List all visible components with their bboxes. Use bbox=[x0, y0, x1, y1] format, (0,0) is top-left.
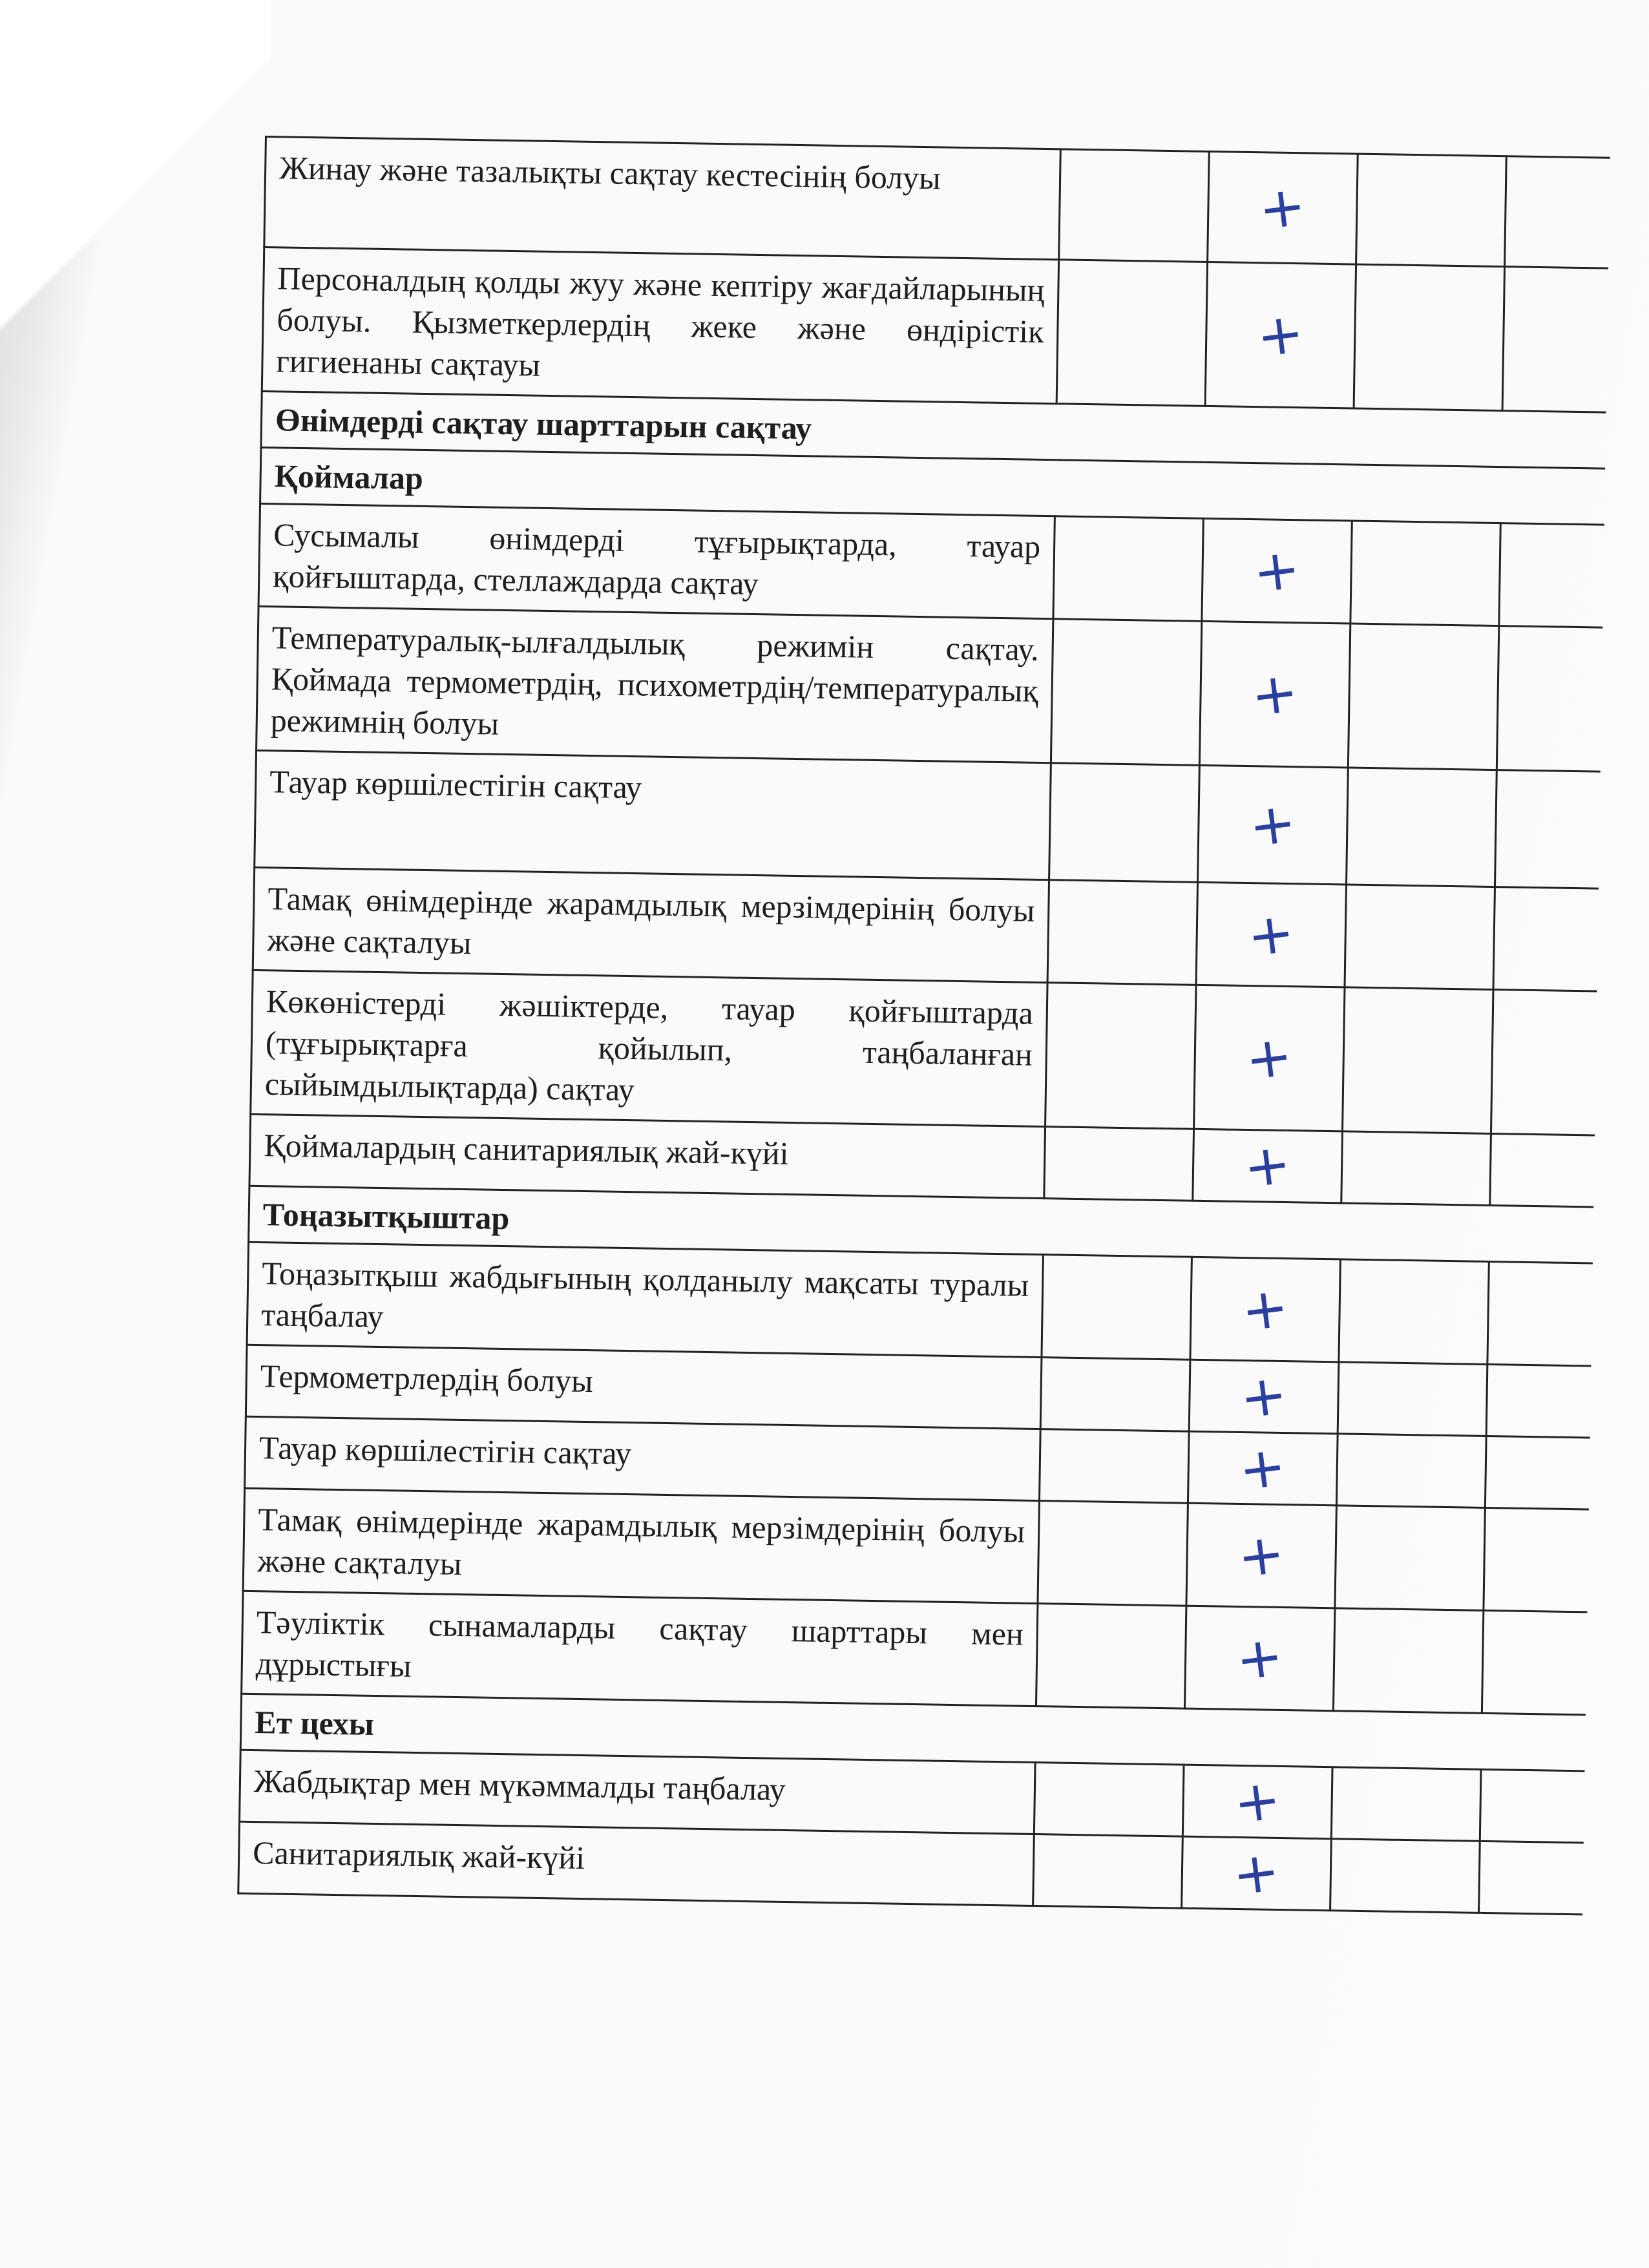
empty-cell bbox=[1499, 523, 1604, 627]
empty-cell bbox=[1045, 983, 1196, 1129]
checkmark-cell bbox=[1194, 985, 1345, 1131]
empty-cell bbox=[1042, 1255, 1192, 1360]
table-row bbox=[255, 750, 1601, 888]
empty-cell bbox=[1495, 770, 1600, 888]
empty-cell bbox=[1497, 626, 1602, 772]
table-row bbox=[262, 247, 1608, 413]
plus-mark: + bbox=[1250, 536, 1305, 606]
table-row bbox=[264, 137, 1610, 269]
empty-cell bbox=[1338, 1362, 1487, 1436]
checkmark-cell bbox=[1193, 1129, 1343, 1203]
empty-cell bbox=[1350, 521, 1500, 626]
empty-cell bbox=[1033, 1834, 1183, 1909]
row-text: Жинау және тазалықты сақтау кестесінің болуы bbox=[264, 137, 1061, 260]
empty-cell bbox=[1331, 1767, 1481, 1842]
empty-cell bbox=[1479, 1841, 1584, 1914]
row-text: Тауар көршілестігін сақтау bbox=[255, 750, 1051, 879]
empty-cell bbox=[1040, 1358, 1190, 1432]
row-text: Жабдықтар мен мүкәммалды таңбалау bbox=[240, 1750, 1036, 1834]
empty-cell bbox=[1039, 1429, 1189, 1504]
plus-mark: + bbox=[1229, 1838, 1284, 1909]
checkmark-cell bbox=[1196, 882, 1346, 987]
plus-mark: + bbox=[1240, 1131, 1295, 1201]
row-text: Сусымалы өнімдерді тұғырықтарда, тауар қойғыштарда, стеллаждарда сақтау bbox=[258, 503, 1055, 618]
section-heading: Қоймалар bbox=[260, 447, 1605, 525]
empty-cell bbox=[1056, 260, 1207, 406]
empty-cell bbox=[1502, 267, 1608, 412]
empty-cell bbox=[1051, 619, 1201, 766]
empty-cell bbox=[1335, 1506, 1485, 1611]
empty-cell bbox=[1049, 763, 1200, 883]
empty-cell bbox=[1336, 1434, 1486, 1508]
row-text: Тамақ өнімдерінде жарамдылық мерзімдерінің болуы және сақталуы bbox=[243, 1488, 1039, 1603]
plus-mark: + bbox=[1242, 1023, 1297, 1093]
empty-cell bbox=[1505, 156, 1610, 268]
empty-cell bbox=[1036, 1604, 1186, 1709]
checklist-page bbox=[237, 136, 1634, 1916]
plus-mark: + bbox=[1235, 1433, 1290, 1504]
section-heading: Тоңазытқыштар bbox=[249, 1186, 1593, 1263]
checkmark-cell bbox=[1182, 1836, 1332, 1911]
section-heading: Өнімдерді сақтау шарттарын сақтау bbox=[261, 391, 1606, 468]
plus-mark: + bbox=[1255, 173, 1310, 243]
row-text: Температуралық-ылғалдылық режимін сақтау. Қоймада термометрдің, психометрдің/температуралық режимнің болуы bbox=[257, 606, 1053, 762]
table-row bbox=[251, 970, 1597, 1135]
empty-cell bbox=[1484, 1507, 1588, 1612]
empty-cell bbox=[1341, 1131, 1491, 1206]
plus-mark: + bbox=[1238, 1274, 1293, 1345]
empty-cell bbox=[1480, 1769, 1584, 1842]
empty-cell bbox=[1347, 768, 1497, 887]
plus-mark: + bbox=[1244, 899, 1299, 970]
empty-cell bbox=[1047, 880, 1197, 985]
empty-cell bbox=[1482, 1610, 1586, 1714]
row-text: Қоймалардың санитариялық жай-күйі bbox=[249, 1114, 1045, 1198]
empty-cell bbox=[1038, 1501, 1188, 1606]
checkmark-cell bbox=[1205, 262, 1356, 408]
plus-mark: + bbox=[1230, 1767, 1285, 1837]
checkmark-cell bbox=[1202, 518, 1352, 624]
row-text: Көкөністерді жәшіктерде, тауар қойғыштарда (тұғырықтарға қойылып, таңбаланған сыйымдылықтарда) сақтау bbox=[251, 970, 1047, 1126]
checkmark-cell bbox=[1186, 1503, 1336, 1608]
empty-cell bbox=[1044, 1127, 1194, 1201]
checklist-table bbox=[237, 136, 1610, 1915]
empty-cell bbox=[1348, 624, 1498, 770]
empty-cell bbox=[1053, 516, 1203, 622]
empty-cell bbox=[1333, 1608, 1483, 1714]
empty-cell bbox=[1493, 887, 1598, 991]
empty-cell bbox=[1059, 149, 1210, 262]
empty-cell bbox=[1354, 264, 1504, 411]
empty-cell bbox=[1345, 885, 1495, 990]
empty-cell bbox=[1485, 1436, 1590, 1509]
checkmark-cell bbox=[1190, 1257, 1340, 1362]
checkmark-cell bbox=[1208, 151, 1358, 264]
checkmark-cell bbox=[1189, 1360, 1339, 1434]
empty-cell bbox=[1034, 1763, 1184, 1837]
empty-cell bbox=[1487, 1261, 1592, 1365]
plus-mark: + bbox=[1237, 1361, 1291, 1432]
checkmark-cell bbox=[1182, 1765, 1332, 1839]
checkmark-cell bbox=[1184, 1606, 1334, 1711]
empty-cell bbox=[1330, 1839, 1480, 1913]
empty-cell bbox=[1491, 990, 1596, 1135]
row-text: Тәуліктік сынамаларды сақтау шарттары мен дұрыстығы bbox=[242, 1591, 1038, 1706]
table-row bbox=[257, 606, 1602, 772]
plus-mark: + bbox=[1246, 790, 1300, 860]
plus-mark: + bbox=[1248, 659, 1303, 730]
row-text: Тоңазытқыш жабдығының қолданылу мақсаты туралы таңбалау bbox=[247, 1242, 1043, 1357]
empty-cell bbox=[1356, 154, 1507, 267]
section-heading: Ет цехы bbox=[240, 1694, 1585, 1771]
row-text: Термометрлердің болуы bbox=[246, 1345, 1042, 1429]
checkmark-cell bbox=[1188, 1431, 1338, 1506]
row-text: Персоналдың қолды жуу және кептіру жағдайларының болуы. Қызметкерлердің жеке және өндірістік гигиенаны сақтауы bbox=[262, 247, 1058, 404]
empty-cell bbox=[1343, 987, 1493, 1134]
plus-mark: + bbox=[1253, 300, 1308, 370]
row-text: Тамақ өнімдерінде жарамдылық мерзімдерінің болуы және сақталуы bbox=[253, 867, 1049, 982]
plus-mark: + bbox=[1232, 1623, 1287, 1694]
checkmark-cell bbox=[1198, 765, 1349, 885]
row-text: Тауар көршілестігін сақтау bbox=[245, 1416, 1041, 1500]
plus-mark: + bbox=[1234, 1520, 1289, 1591]
empty-cell bbox=[1339, 1259, 1489, 1365]
empty-cell bbox=[1490, 1133, 1595, 1206]
checkmark-cell bbox=[1199, 621, 1350, 768]
empty-cell bbox=[1486, 1364, 1591, 1437]
row-text: Санитариялық жай-күйі bbox=[238, 1822, 1035, 1906]
scan-edge bbox=[0, 0, 271, 452]
